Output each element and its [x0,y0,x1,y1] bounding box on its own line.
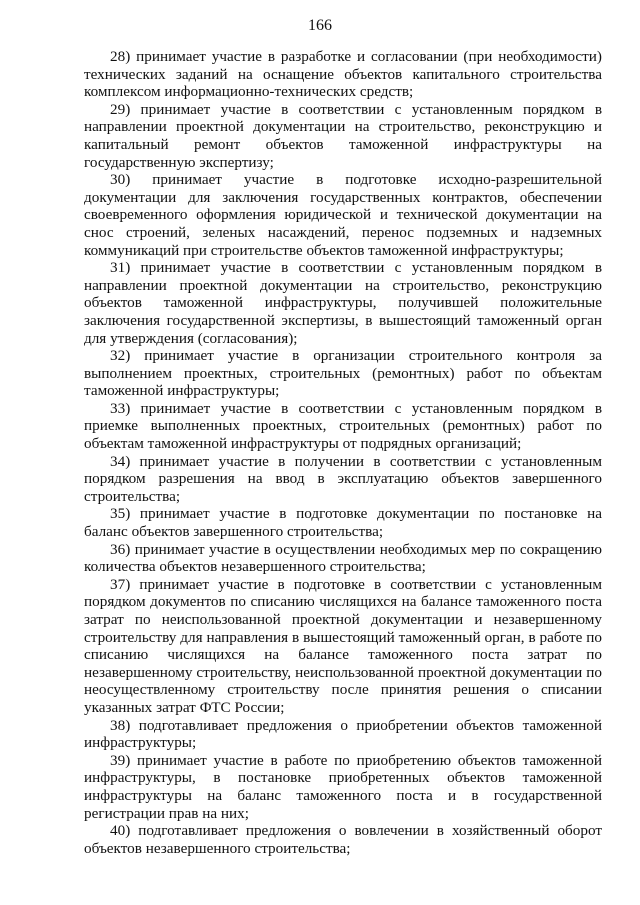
document-body [84,48,602,857]
list-item-35: 35) принимает участие в подготовке документации по постановке на баланс объектов завершенного строительства; [84,505,602,541]
list-item-33: 33) принимает участие в соответствии с установленным порядком в приемке выполненных проектных, строительных (ремонтных) работ по объектам таможенной инфраструктуры от подрядных организаций; [84,399,602,453]
list-item-39: 39) принимает участие в работе по приобретению объектов таможенной инфраструктуры, в постановке приобретенных объектов таможенной инфраструктуры на баланс таможенного поста и в государственной регистрации прав на них; [84,751,602,822]
list-item-32: 32) принимает участие в организации строительного контроля за выполнением проектных, строительных (ремонтных) работ по объектам таможенной инфраструктуры; [84,347,602,400]
list-item-29: 29) принимает участие в соответствии с установленным порядком в направлении проектной документации на строительство, реконструкцию и капитальный ремонт объектов таможенной инфраструктуры на государственную экспертизу; [84,100,602,171]
list-item-28: 28) принимает участие в разработке и согласовании (при необходимости) технических заданий на оснащение объектов капитального строительства комплексом информационно-технических средств; [84,48,602,101]
list-item-38: 38) подготавливает предложения о приобретении объектов таможенной инфраструктуры; [84,716,602,752]
list-item-30: 30) принимает участие в подготовке исходно-разрешительной документации для заключения государственных контрактов, обеспечении своевременного оформления юридической и технической документации на снос строений, зеленых насаждений, перенос подземных и надземных коммуникаций при строительстве объектов таможенной инфраструктуры; [84,171,602,259]
list-item-37: 37) принимает участие в подготовке в соответствии с установленным порядком документов по списанию числящихся на балансе таможенного поста затрат по неиспользованной проектной документации и незавершенному строительству для направления в вышестоящий таможенный орган, в работе по списанию числящихся на балансе таможенного поста затрат по незавершенному строительству, неиспользованной проектной документации по неосуществленному строительству после принятия решения о списании указанных затрат ФТС России; [84,575,602,716]
list-item-31: 31) принимает участие в соответствии с установленным порядком в направлении проектной документации на строительство, реконструкцию объектов таможенной инфраструктуры, получившей положительные заключения государственной экспертизы, в вышестоящий таможенный орган для утверждения (согласования); [84,259,602,347]
list-item-36: 36) принимает участие в осуществлении необходимых мер по сокращению количества объектов незавершенного строительства; [84,540,602,576]
list-item-34: 34) принимает участие в получении в соответствии с установленным порядком разрешения на ввод в эксплуатацию объектов завершенного строительства; [84,452,602,505]
page-number: 166 [308,17,332,34]
list-item-40: 40) подготавливает предложения о вовлечении в хозяйственный оборот объектов незавершенного строительства; [84,822,602,857]
